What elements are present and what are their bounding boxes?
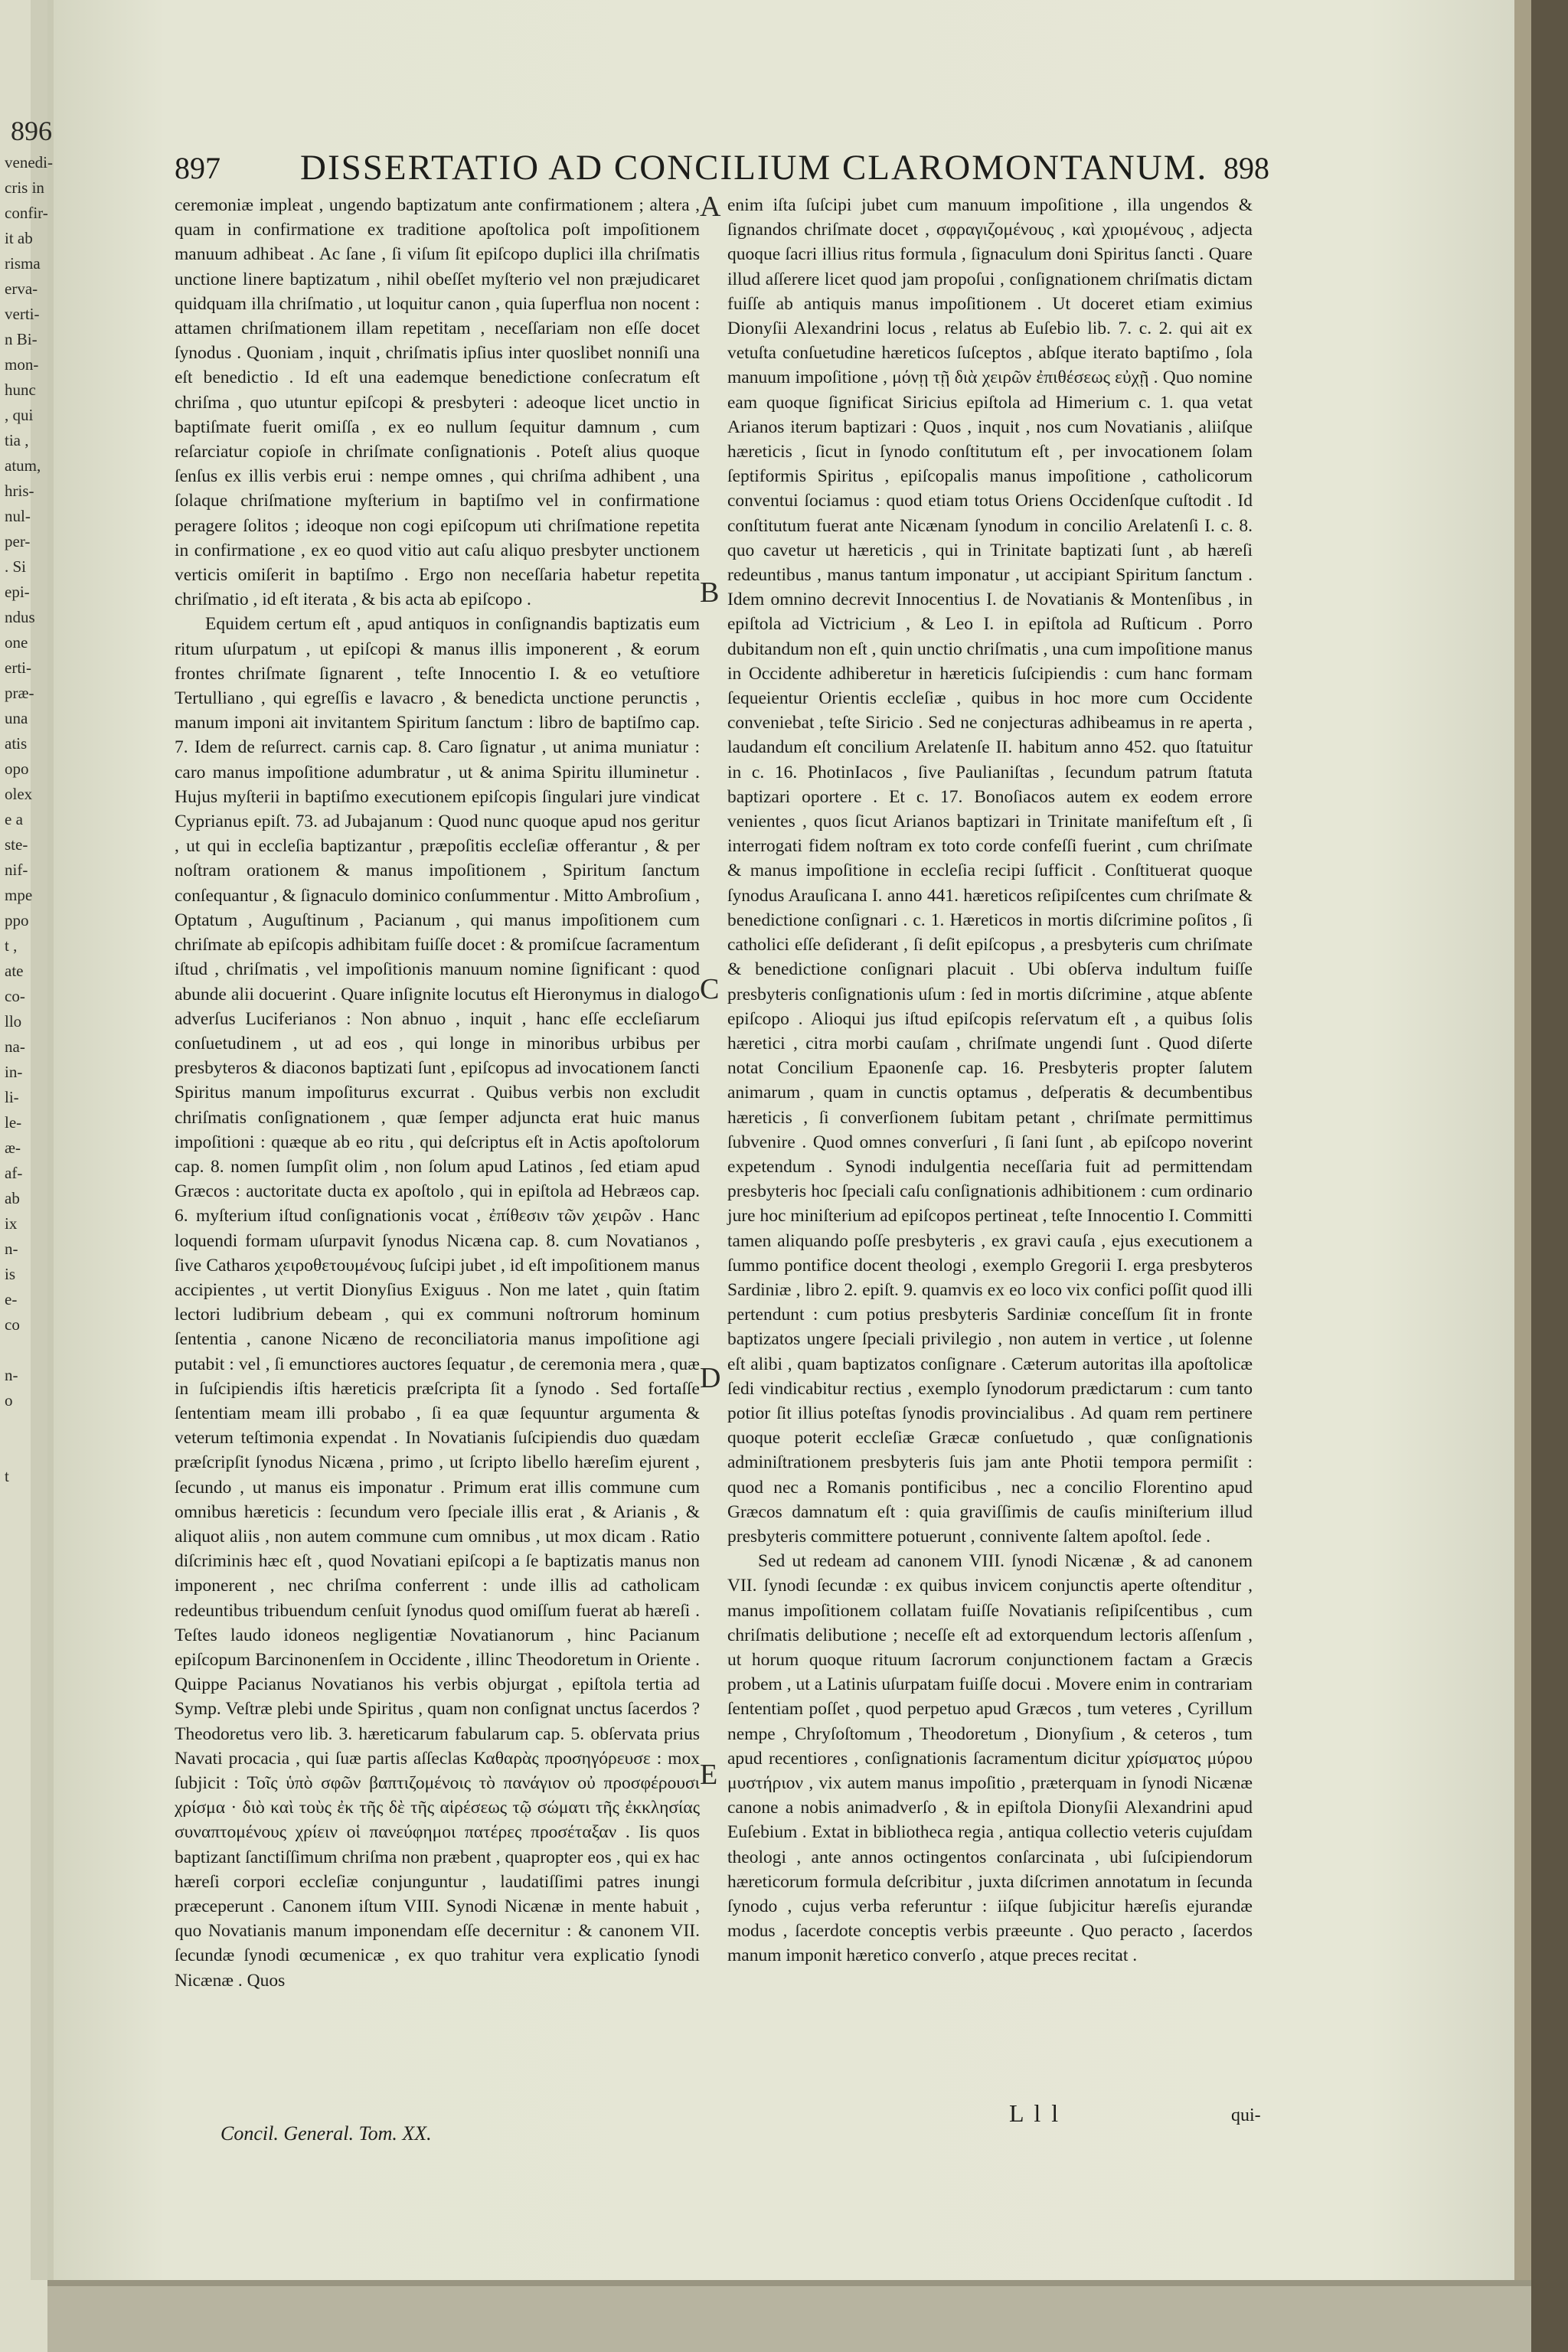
page-bottom-shadow	[47, 2280, 1531, 2286]
margin-fragment: ate	[5, 962, 24, 980]
margin-fragment: llo	[5, 1012, 22, 1031]
margin-fragment: hunc	[5, 381, 36, 399]
left-paragraph: Equidem certum eſt , apud antiquos in conſignandis baptizatis eum ritum uſurpatum , ut epiſcopi & manus illis imponerent , & eorum frontes chriſmate ſignarent , teſte Innocentio I. & eo vetuſtiore Tertulliano , qui egreſſis e lavacro , & benedicta unctione perunctis , manum imponi ait invitantem Spiritum ſanctum : libro de baptiſmo cap. 7. Idem de reſurrect. carnis cap. 8. Caro ſignatur , ut anima muniatur : caro manus impoſitione adumbratur , ut & anima Spiritu illuminetur . Hujus myſterii in baptiſmo executionem epiſcopis ſingulari jure vindicat Cyprianus epiſt. 73. ad Jubajanum : Quod nunc quoque apud nos geritur , ut qui in eccleſia baptizantur , præpoſitis eccleſiæ offerantur , & per noſtram orationem & manus impoſitionem , Spiritum ſanctum conſequantur , & ſignaculo dominico conſummentur . Mitto Ambroſium , Optatum , Auguſtinum , Pacianum , qui manus impoſitionem cum chriſmate ab epiſcopis adhibitam fuiſſe docet : & promiſcue ſacramentum iſtud , chriſmatis , vel impoſitionis manuum nomine ſignificant : quod abunde alii docuerint . Quare inſignite locutus eſt Hieronymus in dialogo adverſus Luciferianos : Non abnuo , inquit , hanc eſſe eccleſiarum conſuetudinem , ut ad eos , qui longe in minoribus urbibus per presbyteros & diaconos baptizati ſunt , epiſcopus ad invocationem ſancti Spiritus manum impoſiturus excurrat . Quibus verbis non excludit chriſmatis conſignationem , quæ ſemper adjuncta erat huic manus impoſitioni : quæque ab eo ritu , qui deſcriptus eſt in Actis apoſtolorum cap. 8. nomen ſumpſit olim , non ſolum apud Latinos , ſed etiam apud Græcos : auctoritate ducta ex apoſtolo , qui in epiſtola ad Hebræos cap. 6. myſterium iſtud conſignationis vocat , ἐπίθεσιν τῶν χειρῶν . Hanc loquendi formam uſurpavit ſynodus Nicæna cap. 8. cum Novatianos , ſive Catharos χειροθετουμένους ſuſcipi jubet , id eſt impoſitionem manus accipientes , ut vertit Dionyſius Exiguus . Non me latet , quin ſtatim lectori ludibrium debeam , qui ex communi noſtrorum hominum ſententia , canone Nicæno de reconciliatoria manus impoſitione agi putabit : vel , ſi emunctiores auctores ſequatur , de ceremonia mera , quæ in ſuſcipiendis iſtis hæreticis præſcripta ſit a ſynodo . Sed fortaſſe ſententiam meam illi probabo , ſi ea quæ ſequuntur argumenta & veterum teſtimonia expendat . In Novatianis ſuſcipiendis duo quædam præſcripſit ſynodus Nicæna , primo , ut ſcripto libello hæreſim ejurent , ſecundo , ut manus eis imponatur . Primum erat illis commune cum omnibus hæreticis : ſecundum vero ſpeciale illis erat , & Arianis , & aliquot aliis , non autem commune cum omnibus , ut mox dicam . Ratio diſcriminis hæc eſt , quod Novatiani epiſcopi a ſe baptizatis manus non imponerent , nec chriſma conferrent : unde illis ad catholicam redeuntibus tribuendum cenſuit ſynodus quod omiſſum fuerat ab hæreſi . Teſtes laudo idoneos negligentiæ Novatianorum , hinc Pacianum epiſcopum Barcinonenſem in Occidente , illinc Theodoretum in Oriente . Quippe Pacianus Novatianos his verbis objurgat , epiſtola tertia ad Symp. Veſtræ plebi unde Spiritus , quam non conſignat unctus ſacerdos ? Theodoretus vero lib. 3. hæreticarum fabularum cap. 5. obſervata prius Navati procacia , qui ſuæ partis aſſeclas Καθαρὰς προσηγόρευσε : mox ſubjicit : Τοῖς ὑπὸ σφῶν βαπτιζομένοις τὸ πανάγιον οὐ προσφέρουσι χρίσμα · διὸ καὶ τοὺς ἐκ τῆς δὲ τῆς αἱρέσεως τῷ σώματι τῆς ἐκκλησίας συναπτομένους χρίειν οἱ πανεύφημοι πατέρες προσέταξαν . Iis quos baptizant ſanctiſſimum chriſma non præbent , quapropter eos , qui ex hac hæreſi corpori eccleſiæ conjunguntur , laudatiſſimi patres inungi præceperunt . Canonem iſtum VIII. Synodi Nicænæ in mente habuit , quo Novatianis manum imponendam eſſe decernitur : & canonem VII. ſecundæ ſynodi œcumenicæ , ex quo trahitur vera explicatio ſynodi Nicænæ . Quos	[175, 614, 700, 1991]
margin-fragment: epi-	[5, 583, 30, 601]
margin-fragment: hris-	[5, 482, 34, 500]
margin-fragment: n-	[5, 1240, 18, 1258]
margin-fragment: n Bi-	[5, 330, 38, 348]
margin-fragment: cris in	[5, 178, 44, 197]
margin-fragment: e-	[5, 1290, 18, 1308]
margin-fragment: ste-	[5, 835, 28, 854]
margin-fragment: it ab	[5, 229, 33, 247]
right-page-number: 898	[1223, 151, 1269, 185]
margin-fragment: t	[5, 1467, 9, 1485]
margin-fragment: is	[5, 1265, 16, 1283]
margin-fragment: mpe	[5, 886, 33, 904]
page-bottom-edge	[47, 2280, 1531, 2352]
margin-fragment	[5, 1413, 61, 1439]
left-page-number: 897	[175, 151, 220, 185]
margin-fragment: verti-	[5, 305, 40, 323]
margin-fragment: co-	[5, 987, 25, 1005]
section-marker-c: C	[700, 973, 720, 1005]
section-marker-e: E	[700, 1759, 718, 1791]
margin-fragment: one	[5, 633, 28, 652]
margin-fragment: o	[5, 1391, 13, 1410]
margin-fragment: nul-	[5, 507, 31, 525]
margin-fragment: n-	[5, 1366, 18, 1384]
margin-fragment: mon-	[5, 355, 39, 374]
margin-fragment: le-	[5, 1113, 22, 1132]
margin-fragment: atis	[5, 734, 28, 753]
margin-fragment: t ,	[5, 936, 18, 955]
margin-fragment: co	[5, 1315, 20, 1334]
margin-fragment: nif-	[5, 861, 28, 879]
margin-fragment: af-	[5, 1164, 23, 1182]
margin-fragment: tia ,	[5, 431, 29, 449]
margin-page-number: 896	[11, 116, 52, 146]
right-paragraph: enim iſta ſuſcipi jubet cum manuum impoſitione , illa ungendos & ſignandos chriſmate docet , σφραγιζομένους , καὶ χριομένους , adjecta quoque ſacri illius ritus formula , ſignaculum doni Spiritus ſancti . Quare illud aſſerere licet quod jam propoſui , conſignationem chriſmatis dictam fuiſſe ab antiquis manus impoſitionem . Ut doceret etiam eximius Dionyſii Alexandrini locus , relatus ab Euſebio lib. 7. c. 2. qui ait ex vetuſta conſuetudine hæreticos ſuſceptos , abſque iterato baptiſmo , ſola manuum impoſitione , μόνῃ τῇ διὰ χειρῶν ἐπιθέσεως εὐχῇ . Quo nomine eam quoque ſignificat Siricius epiſtola ad Himerium c. 1. qua vetat Arianos iterum baptizari : Quos , inquit , nos cum Novatianis , aliiſque hæreticis , ſicut in ſynodo conſtitutum eſt , per invocationem ſolam ſeptiformis Spiritus , epiſcopalis manus impoſitione , catholicorum conventui ſociamus : quod etiam totus Oriens Occidenſque cuſtodit . Id conſtitutum fuerat ante Nicænam ſynodum in concilio Arelatenſi I. c. 8. quo cavetur ut hæreticis , qui in Trinitate baptizati ſunt , ab hæreſi redeuntibus , manus tantum imponatur , ut accipiant Spiritum ſanctum . Idem omnino decrevit Innocentius I. de Novatianis & Montenſibus , in epiſtola ad Victricium , & Leo I. in epiſtola ad Ruſticum . Porro dubitandum non eſt , quin unctio chriſmatis , una cum impoſitione manus in Occidente adhiberetur in hæreticis ſuſcipiendis : cum hanc formam ſequeientur Orientis eccleſiæ , quibus in hoc more cum Occidente conveniebat , teſte Siricio . Sed ne conjecturas adhibeamus in re aperta , laudandum eſt concilium Arelatenſe II. habitum anno 452. quo ſtatuitur in c. 16. PhotinIacos , ſive Paulianiſtas , ſecundum patrum ſtatuta baptizari oportere . Et c. 17. Bonoſiacos autem ex eodem errore venientes , quos ſicut Arianos baptizari in Trinitate manifeſtum eſt , ſi interrogati fidem noſtram ex toto corde confeſſi fuerint , cum chriſmate & manus impoſitione in eccleſia recipi ſufficit . Conſtituerat quoque ſynodus Arauſicana I. anno 441. hæreticos reſipiſcentes cum chriſmate & benedictione conſignari . c. 1. Hæreticos in mortis diſcrimine poſitos , ſi catholici eſſe deſiderant , ſi deſit epiſcopus , a presbyteris cum chriſmate & benedictione conſignari placuit . Ubi obſerva indultum fuiſſe presbyteris conſignationis uſum : ſed in mortis diſcrimine , atque abſente epiſcopo . Alioqui jus iſtud epiſcopis reſervatum eſt , a quibus ſolis hæretici , citra morbi cauſam , chriſmate ungendi ſunt . Quod diſerte notat Concilium Epaonenſe cap. 16. Presbyteris propter ſalutem animarum , quam in cunctis optamus , deſperatis & decumbentibus hæreticis , ſi converſionem ſubitam petant , chriſmate permittimus ſubvenire . Quod omnes converſuri , ſi ſani ſunt , ab epiſcopo noverint expetendum . Synodi indulgentia neceſſaria fuit ad permittendam presbyteris hoc ſpeciali caſu conſignationis adhibitionem : cum ordinario jure hoc miniſterium ad epiſcopos pertineat , teſte Innocentio I. Committi tamen aliquando poſſe presbyteris , ex gravi cauſa , ejus executionem a ſummo pontifice docent theologi , exemplo Gregorii I. erga presbyteros Sardiniæ , libro 2. epiſt. 9. quamvis ex eo loco vix confici poſſit quod illi pertendunt : cum potius presbyteris Sardiniæ conceſſum ſit in fronte baptizatos ungere ſpeciali privilegio , non autem in vertice , ut ſolenne eſt alibi , quam baptizatos conſignare . Cæterum autoritas illa apoſtolicæ ſedi vindicabitur rectius , exemplo ſynodorum prædictarum : cum tanto potior ſit illius poteſtas ſynodis provincialibus . Ad quam rem pertinere quoque poterit eccleſiæ Græcæ conſuetudo , quæ conſignationis adminiſtrationem presbyteris ſuis jam ante Photii tempora permiſit : quod nec a Romanis pontificibus , nec a concilio Florentino apud Græcos damnatum eſt : quia graviſſimis de cauſis miniſterium illud presbyteris committere potuerunt , conniventе ſaltem apoſtol. ſede .	[727, 195, 1253, 1547]
margin-fragment: venedi-	[5, 153, 53, 172]
margin-fragment: li-	[5, 1088, 19, 1106]
margin-fragment	[5, 1338, 61, 1363]
margin-fragment: na-	[5, 1037, 25, 1056]
margin-fragment: confir-	[5, 204, 48, 222]
signature-mark: L l l	[1009, 2099, 1061, 2127]
margin-fragment: . Si	[5, 557, 27, 576]
margin-fragment: in-	[5, 1063, 23, 1081]
section-marker-d: D	[700, 1362, 721, 1394]
right-paragraph: Sed ut redeam ad canonem VIII. ſynodi Nicænæ , & ad canonem VII. ſynodi ſecundæ : ex quibus invicem conjunctis aperte oſtenditur , manus impoſitionem collatam fuiſſe Novatianis reſipiſcentibus , cum chriſmatis delibutione ; neceſſe eſt ad extorquendum lectoris aſſenſum , ut horum quoque rituum ſacrorum conjunctionem factam a Græcis probem , ut a Latinis uſurpatam fuiſſe docui . Movere enim in contrariam ſententiam poſſet , quod perpetuo apud Græcos , tum veteres , Cyrillum nempe , Chryſoſtomum , Theodoretum , Dionyſium , & ceteros , tum apud recentiores , conſignationis ſacramentum dicitur χρίσματος μύρου μυστήριον , vix autem manus impoſitio , præterquam in ſynodi Nicænæ canone a nobis animadverſo , & in epiſtola Dionyſii Alexandrini apud Euſebium . Extat in bibliotheca regia , antiqua collectio veteris cujuſdam theologi , ante annos octingentos conſarcinata , ubi ſuſcipiendorum hæreticorum formula deſcribitur , juxta diſcrimen annotatum in ſecunda ſynodo , cujus verba referuntur : iiſque ſubjicitur hæreſis ejurandæ modus , ſacerdote conceptis verbis præeunte . Quo peracto , ſacerdos manum imponit hæretico converſo , atque preces recitat .	[727, 1551, 1253, 1966]
margin-fragment: opo	[5, 760, 29, 778]
page-edge-right-dark	[1531, 0, 1568, 2352]
margin-fragment: olex	[5, 785, 33, 803]
margin-fragment: , qui	[5, 406, 34, 424]
catchword: qui-	[1231, 2105, 1261, 2125]
margin-fragment: una	[5, 709, 28, 727]
section-marker-a: A	[700, 191, 721, 223]
margin-fragment: erti-	[5, 658, 31, 677]
section-marker-b: B	[700, 577, 720, 609]
margin-fragment: per-	[5, 532, 31, 550]
margin-fragment: ab	[5, 1189, 20, 1207]
margin-fragment: risma	[5, 254, 41, 273]
previous-page-margin-fragments	[5, 150, 61, 1485]
margin-fragment: atum,	[5, 456, 41, 475]
volume-footer: Concil. General. Tom. XX.	[220, 2122, 432, 2145]
margin-fragment: ndus	[5, 608, 35, 626]
running-title: DISSERTATIO AD CONCILIUM CLAROMONTANUM.	[300, 148, 1208, 188]
margin-fragment	[5, 1439, 61, 1464]
left-paragraph: ceremoniæ impleat , ungendo baptizatum ante confirmationem ; altera , quam in confirmatione ex traditione apoſtolica poſt impoſitionem manuum adhibeat . Ac ſane , ſi viſum ſit epiſcopo duplici illa chriſmatis unctione linere baptizatum , nihil obeſſet myſterio vel non præjudicaret quidquam illa chriſmatio , ut loquitur canon , quia ſuperflua non nocent : attamen chriſmationem illam repetitam , neceſſariam non eſſe docet ſynodus . Quoniam , inquit , chriſmatis ipſius inter quoslibet nonniſi una eſt benedictio . Id eſt una eademque benedictione conſecratum eſt chriſma , quo utuntur epiſcopi & presbyteri : adeoque licet unctio in baptiſmate fuerit omiſſa , ex eo nullum ſequitur damnum , cum reſarciatur copioſe in chriſmate conſignationis . Poteſt alius quoque ſenſus ex illis verbis erui : nempe omnes , qui chriſma adhibent , una ſolaque chriſmatione myſterium in baptiſmo vel in confirmatione peragere ſolitos ; ideoque non cogi epiſcopum uti chriſmatione repetita in confirmatione , ex eo quod vitio aut caſu aliquo presbyter unctionem verticis omiſerit in baptiſmo . Ergo non neceſſaria habetur repetita chriſmatio , id eſt iterata , & bis acta ab epiſcopo .	[175, 195, 700, 610]
right-column	[727, 193, 1253, 2138]
margin-fragment: ppo	[5, 911, 29, 929]
margin-fragment: ix	[5, 1214, 18, 1233]
margin-fragment: æ-	[5, 1138, 21, 1157]
margin-fragment: erva-	[5, 279, 38, 298]
margin-fragment: e a	[5, 810, 23, 828]
left-column	[175, 193, 700, 2138]
margin-fragment: præ-	[5, 684, 34, 702]
